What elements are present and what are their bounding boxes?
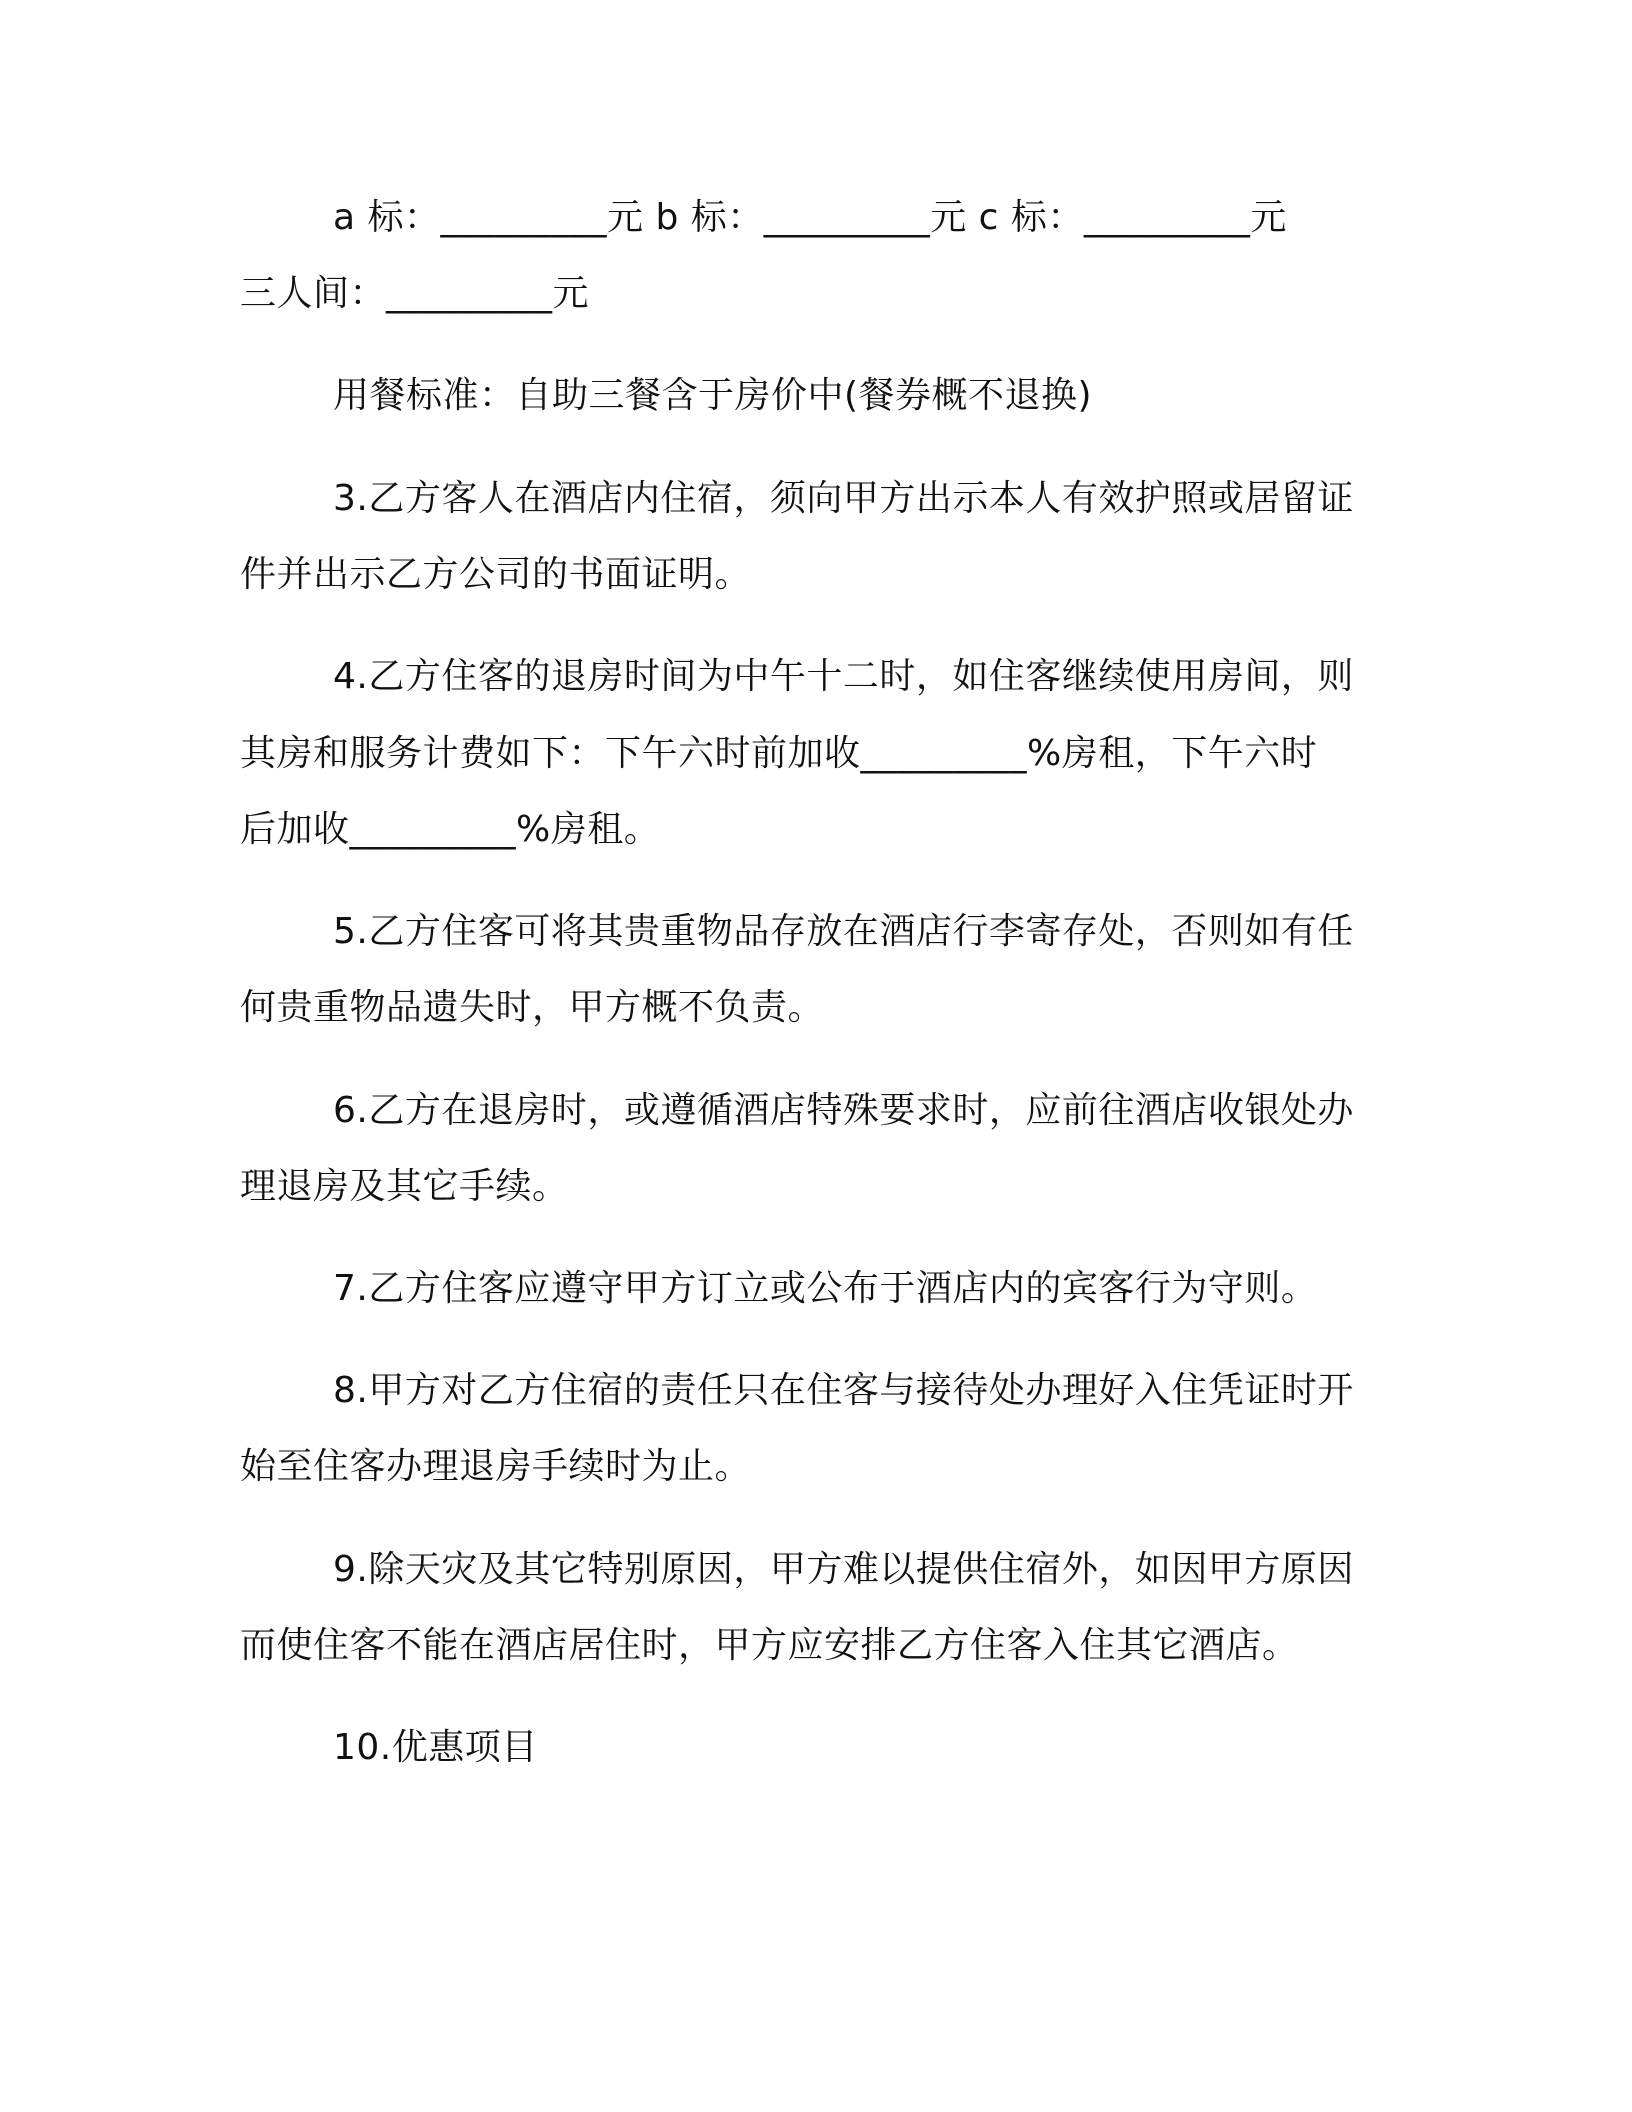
clause-5-line-1: 5.乙方住客可将其贵重物品存放在酒店行李寄存处，否则如有任 — [333, 911, 1354, 952]
clause-9-line-1: 9.除天灾及其它特别原因，甲方难以提供住宿外，如因甲方原因 — [333, 1549, 1354, 1590]
clause-4-line-2: 其房和服务计费如下：下午六时前加收_________%房租，下午六时 — [240, 733, 1318, 774]
clause-3-line-1: 3.乙方客人在酒店内住宿，须向甲方出示本人有效护照或居留证 — [333, 478, 1354, 519]
meal-standard-line: 用餐标准：自助三餐含于房价中(餐券概不退换) — [333, 375, 1093, 416]
clause-4-line-1: 4.乙方住客的退房时间为中午十二时，如住客继续使用房间，则 — [333, 656, 1354, 697]
clause-8-line-1: 8.甲方对乙方住宿的责任只在住客与接待处办理好入住凭证时开 — [333, 1370, 1354, 1411]
clause-4-line-3: 后加收_________%房租。 — [240, 809, 661, 850]
clause-6-line-1: 6.乙方在退房时，或遵循酒店特殊要求时，应前往酒店收银处办 — [333, 1090, 1354, 1131]
room-rate-standards-line: a 标：_________元 b 标：_________元 c 标：_________元 — [333, 197, 1287, 238]
clause-6-line-2: 理退房及其它手续。 — [240, 1166, 569, 1207]
clause-7-line-1: 7.乙方住客应遵守甲方订立或公布于酒店内的宾客行为守则。 — [333, 1268, 1318, 1309]
clause-5-line-2: 何贵重物品遗失时，甲方概不负责。 — [240, 987, 825, 1028]
clause-3-line-2: 件并出示乙方公司的书面证明。 — [240, 554, 752, 595]
clause-10-heading: 10.优惠项目 — [333, 1727, 538, 1768]
clause-9-line-2: 而使住客不能在酒店居住时，甲方应安排乙方住客入住其它酒店。 — [240, 1625, 1299, 1666]
clause-8-line-2: 始至住客办理退房手续时为止。 — [240, 1446, 752, 1487]
triple-room-rate-line: 三人间：_________元 — [240, 273, 590, 314]
